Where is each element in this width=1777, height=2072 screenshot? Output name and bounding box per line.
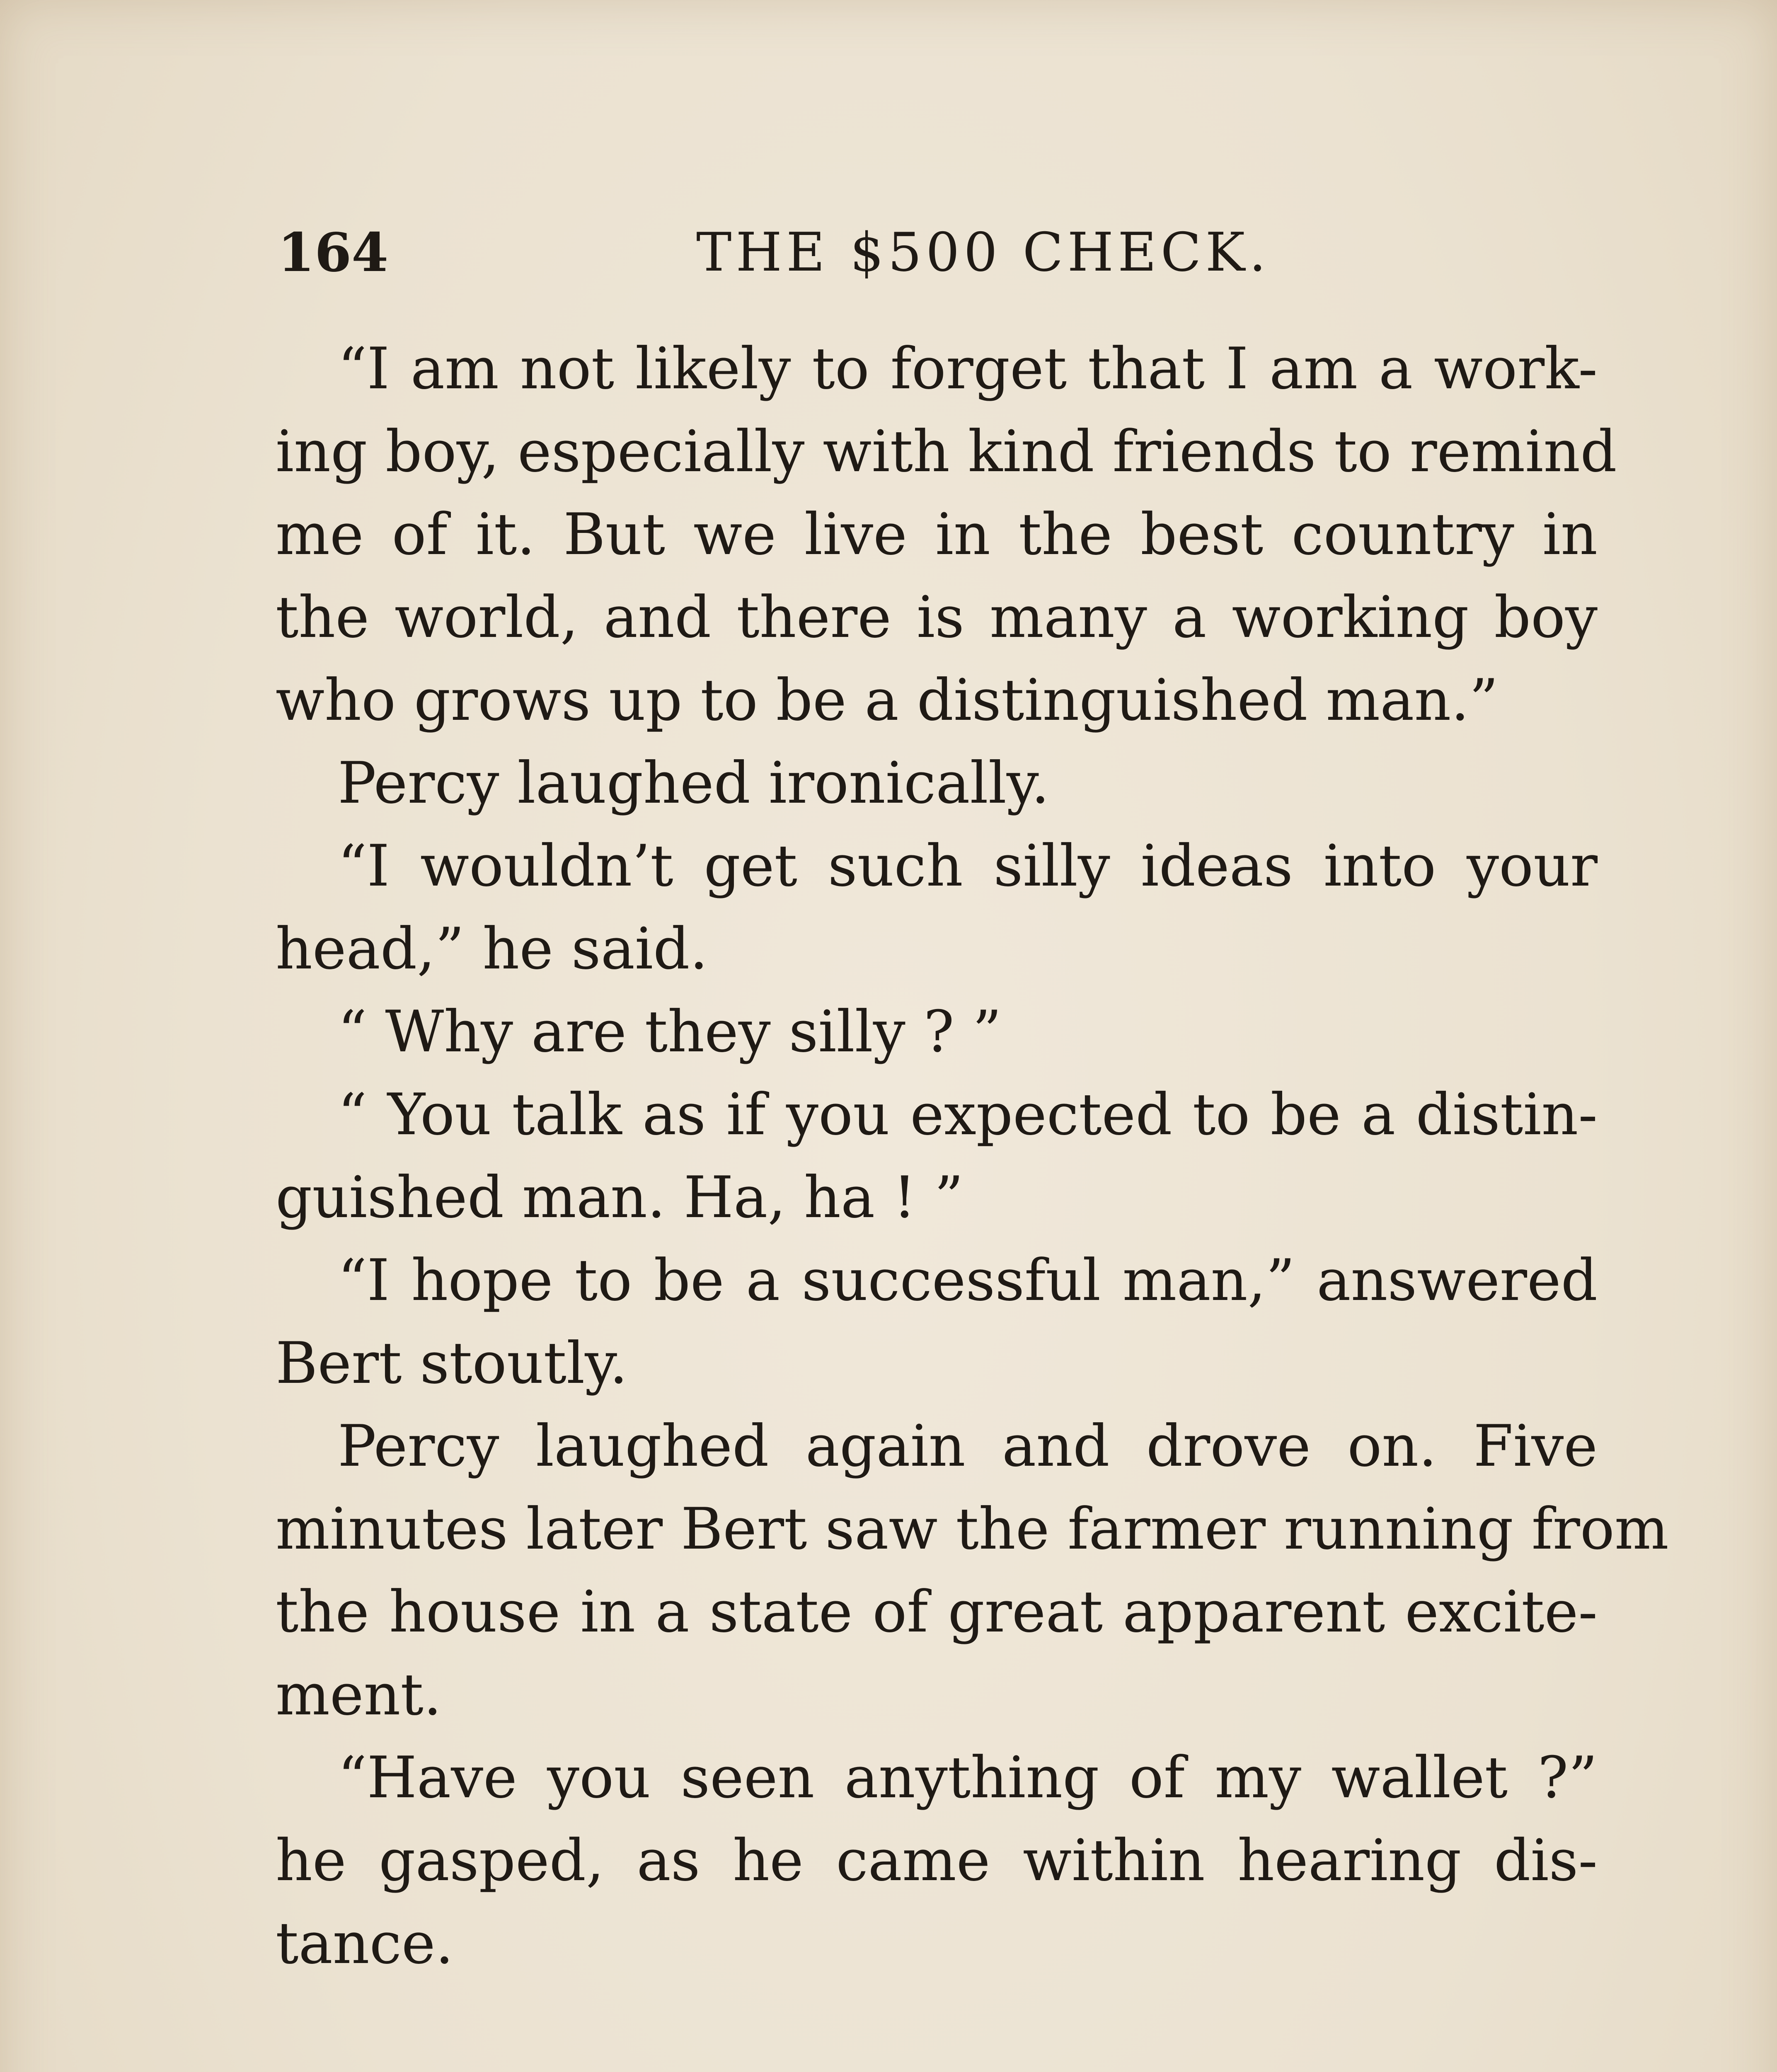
text-line: the house in a state of great apparent excite- [276, 1578, 1598, 1645]
page-number: 164 [278, 222, 389, 284]
text-line: tance. [276, 1910, 454, 1977]
text-line: “Have you seen anything of my wallet ?” [338, 1744, 1598, 1811]
text-line: minutes later Bert saw the farmer running from [276, 1496, 1669, 1562]
body-text [276, 327, 1669, 1985]
text-line: Bert stoutly. [276, 1330, 628, 1397]
text-line: guished man. Ha, ha ! ” [276, 1164, 964, 1231]
text-line: he gasped, as he came within hearing dis- [276, 1827, 1598, 1894]
text-line: who grows up to be a distinguished man.” [276, 667, 1499, 733]
text-line: the world, and there is many a working boy [276, 584, 1598, 651]
text-line: “I am not likely to forget that I am a work- [338, 335, 1598, 402]
text-line: Percy laughed again and drove on. Five [338, 1413, 1598, 1479]
text-line: ment. [276, 1661, 442, 1728]
text-line: me of it. But we live in the best country in [276, 501, 1598, 568]
running-head [278, 215, 1604, 290]
text-line: “ You talk as if you expected to be a distin- [338, 1081, 1598, 1148]
text-line: head,” he said. [276, 915, 708, 982]
text-line: “I hope to be a successful man,” answered [338, 1247, 1598, 1314]
running-title: THE $500 CHECK. [696, 222, 1270, 283]
text-line: “ Why are they silly ? ” [338, 998, 1002, 1065]
text-line: Percy laughed ironically. [338, 750, 1050, 816]
text-line: ing boy, especially with kind friends to remind [276, 418, 1617, 485]
text-line: “I wouldn’t get such silly ideas into your [338, 833, 1598, 899]
